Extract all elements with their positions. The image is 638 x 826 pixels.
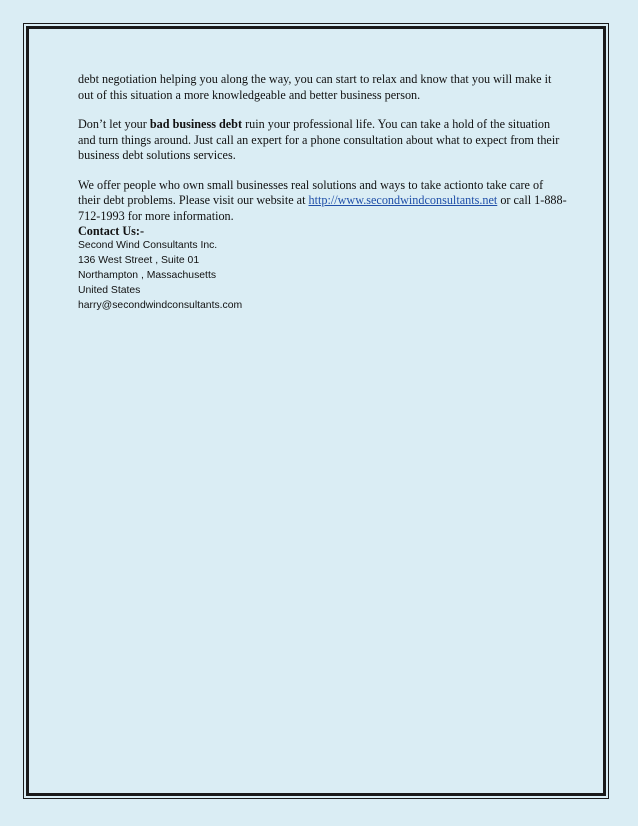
document-body xyxy=(78,72,568,313)
paragraph-offer xyxy=(78,178,568,225)
website-link[interactable]: http://www.secondwindconsultants.net xyxy=(308,193,498,207)
contact-company: Second Wind Consultants Inc. xyxy=(78,240,218,251)
paragraph-offer-rest: or call 1-888-712-1993 for more information. xyxy=(78,193,567,223)
paragraph-bad-debt xyxy=(78,117,568,164)
paragraph-intro-text: debt negotiation helping you along the way, you can start to relax and know that you will make it out of this situation a more knowledgeable and better business person. xyxy=(78,72,552,102)
paragraph-offer-lead: We offer people who own small businesses real solutions and ways to take actionto take care of their debt problems. Please visit our website at xyxy=(78,177,544,207)
paragraph-bad-debt-lead: Don’t let your xyxy=(78,117,150,131)
contact-country: United States xyxy=(78,285,141,296)
contact-email: harry@secondwindconsultants.com xyxy=(78,300,243,311)
paragraph-bad-debt-rest: ruin your professional life. You can take a hold of the situation and turn things around. Just call an expert for a phone consultation about what to expect from their business debt solutions services. xyxy=(78,117,560,162)
contact-city: Northampton , Massachusetts xyxy=(78,270,217,281)
paragraph-intro xyxy=(78,72,568,103)
contact-street: 136 West Street , Suite 01 xyxy=(78,255,200,266)
contact-heading: Contact Us:- xyxy=(78,224,145,238)
bad-business-debt-emphasis: bad business debt xyxy=(149,117,243,131)
